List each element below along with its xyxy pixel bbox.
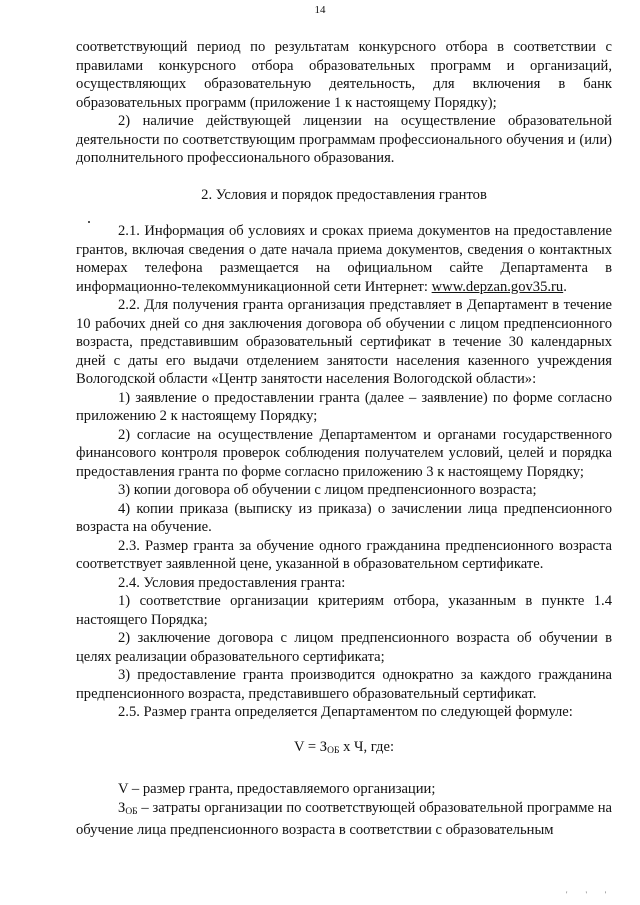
list-item-2-2-4: 4) копии приказа (выписку из приказа) о зачислении лица предпенсионного возраста на обучение. xyxy=(76,500,612,535)
paragraph-2-4: 2.4. Условия предоставления гранта: xyxy=(118,574,346,591)
definition-z xyxy=(76,799,612,840)
scan-corner-mark: ' ' ' xyxy=(566,890,615,899)
list-item-2-4-3: 3) предоставление гранта производится однократно за каждого гражданина предпенсионного возраста, представившего образовательный сертификат. xyxy=(76,667,612,702)
paragraph-2-2: 2.2. Для получения гранта организация представляет в Департамент в течение 10 рабочих дней со дня заключения договора об обучении с лицом предпенсионного возраста, представившим образовательный сертификат в течение 30 календарных дней с даты его выдачи отделением занятости населения казенного учреждения Вологодской области «Центр занятости населения Вологодской области»: xyxy=(76,297,612,387)
list-item-2-4-1: 1) соответствие организации критериям отбора, указанным в пункте 1.4 настоящего Порядка; xyxy=(76,593,612,628)
definition-z-text: – затраты организации по соответствующей образовательной программе на обучение лица предпенсионного возраста в соответствии с образовательным xyxy=(76,799,612,838)
paragraph-continuation: соответствующий период по результатам конкурсного отбора в соответствии с правилами конкурсного отбора образовательных программ и организаций, осуществляющих образовательную деятельность, для включения в банк образовательных программ (приложение 1 к настоящему Порядку); xyxy=(76,39,612,111)
grant-formula xyxy=(76,738,612,761)
formula-subscript: ОБ xyxy=(327,745,340,756)
formula-rhs: х Ч, где: xyxy=(339,738,395,755)
list-item-2-2-1: 1) заявление о предоставлении гранта (далее – заявление) по форме согласно приложению 2 к настоящему Порядку; xyxy=(76,389,612,424)
list-item-2-2-3: 3) копии договора об обучении с лицом предпенсионного возраста; xyxy=(118,482,537,498)
definition-z-subscript: ОБ xyxy=(125,806,138,817)
list-item-2-2-2: 2) согласие на осуществление Департаментом и органами государственного финансового контроля проверок соблюдения получателем условий, целей и порядка предоставления гранта по форме согласно приложению 3 к настоящему Порядку; xyxy=(76,426,612,480)
paragraph-2-3: 2.3. Размер гранта за обучение одного гражданина предпенсионного возраста соответствует заявленной цене, указанной в образовательном сертификате. xyxy=(76,537,612,572)
definition-z-symbol: З xyxy=(118,799,126,816)
website-link[interactable]: www.depzan.gov35.ru xyxy=(431,278,564,295)
page-number: 14 xyxy=(314,4,326,16)
formula-lhs: V = З xyxy=(293,738,328,755)
list-item-2-4-2: 2) заключение договора с лицом предпенсионного возраста об обучении в целях реализации образовательного сертификата; xyxy=(76,630,612,665)
paragraph-license: 2) наличие действующей лицензии на осуществление образовательной деятельности по соответствующим программам профессионального обучения и (или) дополнительного профессионального образования. xyxy=(76,113,612,166)
definition-v: V – размер гранта, предоставляемого организации; xyxy=(118,781,436,797)
section-heading: 2. Условия и порядок предоставления грантов xyxy=(201,186,487,203)
paragraph-2-1 xyxy=(76,222,612,296)
paragraph-2-1-text: 2.1. Информация об условиях и сроках приема документов на предоставление грантов, включая сведения о дате начала приема документов, сведения о контактных номерах телефона размещается на официальном сайте Департамента в информационно-телекоммуникационной сети Интернет: xyxy=(76,223,612,295)
document-body xyxy=(76,38,612,840)
paragraph-2-5: 2.5. Размер гранта определяется Департаментом по следующей формуле: xyxy=(118,704,573,720)
paragraph-2-1-end: . xyxy=(563,278,567,295)
